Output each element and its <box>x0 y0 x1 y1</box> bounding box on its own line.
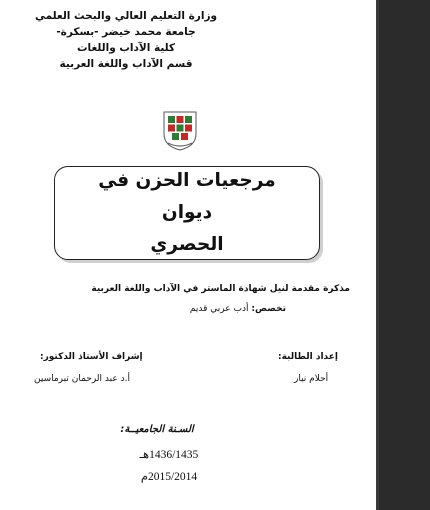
page-edge-divider <box>376 0 379 510</box>
hijri-year: 1436/1435هـ <box>139 449 199 461</box>
university-name: جامعة محمد خيضر -بسكرة- <box>56 26 196 38</box>
faculty-name: كلية الآداب واللغات <box>76 42 176 54</box>
thesis-title-line-1: مرجعيات الحزن في ديوان <box>98 170 276 223</box>
supervisor-label: إشراف الأستاذ الدكتور: <box>40 352 143 362</box>
student-label: إعداد الطالبة: <box>278 352 338 362</box>
thesis-title-line-2: الحصري <box>150 234 224 255</box>
thesis-title <box>87 165 287 261</box>
specialty-value: أدب عربي قديم <box>189 304 249 314</box>
university-logo-icon <box>160 108 200 152</box>
thesis-subtitle: مذكرة مقدمة لنيل شهادة الماستر في الآداب واللغة العربية <box>91 284 350 294</box>
student-name: أحلام نيار <box>294 374 329 384</box>
specialty-label: تخصص: <box>251 304 286 314</box>
viewer-side-gutter <box>376 0 430 510</box>
department-name: قسم الآداب واللغة العربية <box>59 58 193 70</box>
gregorian-year: 2015/2014م <box>140 471 198 483</box>
institution-header <box>6 8 246 72</box>
academic-year-label: السـنة الجامعيــة: <box>120 424 194 435</box>
ministry-name: وزارة التعليم العالي والبحث العلمي <box>34 10 218 22</box>
title-box <box>54 166 320 260</box>
specialty-line <box>60 304 286 314</box>
supervisor-name: أ.د عبد الرحمان تبرماسين <box>34 374 130 384</box>
